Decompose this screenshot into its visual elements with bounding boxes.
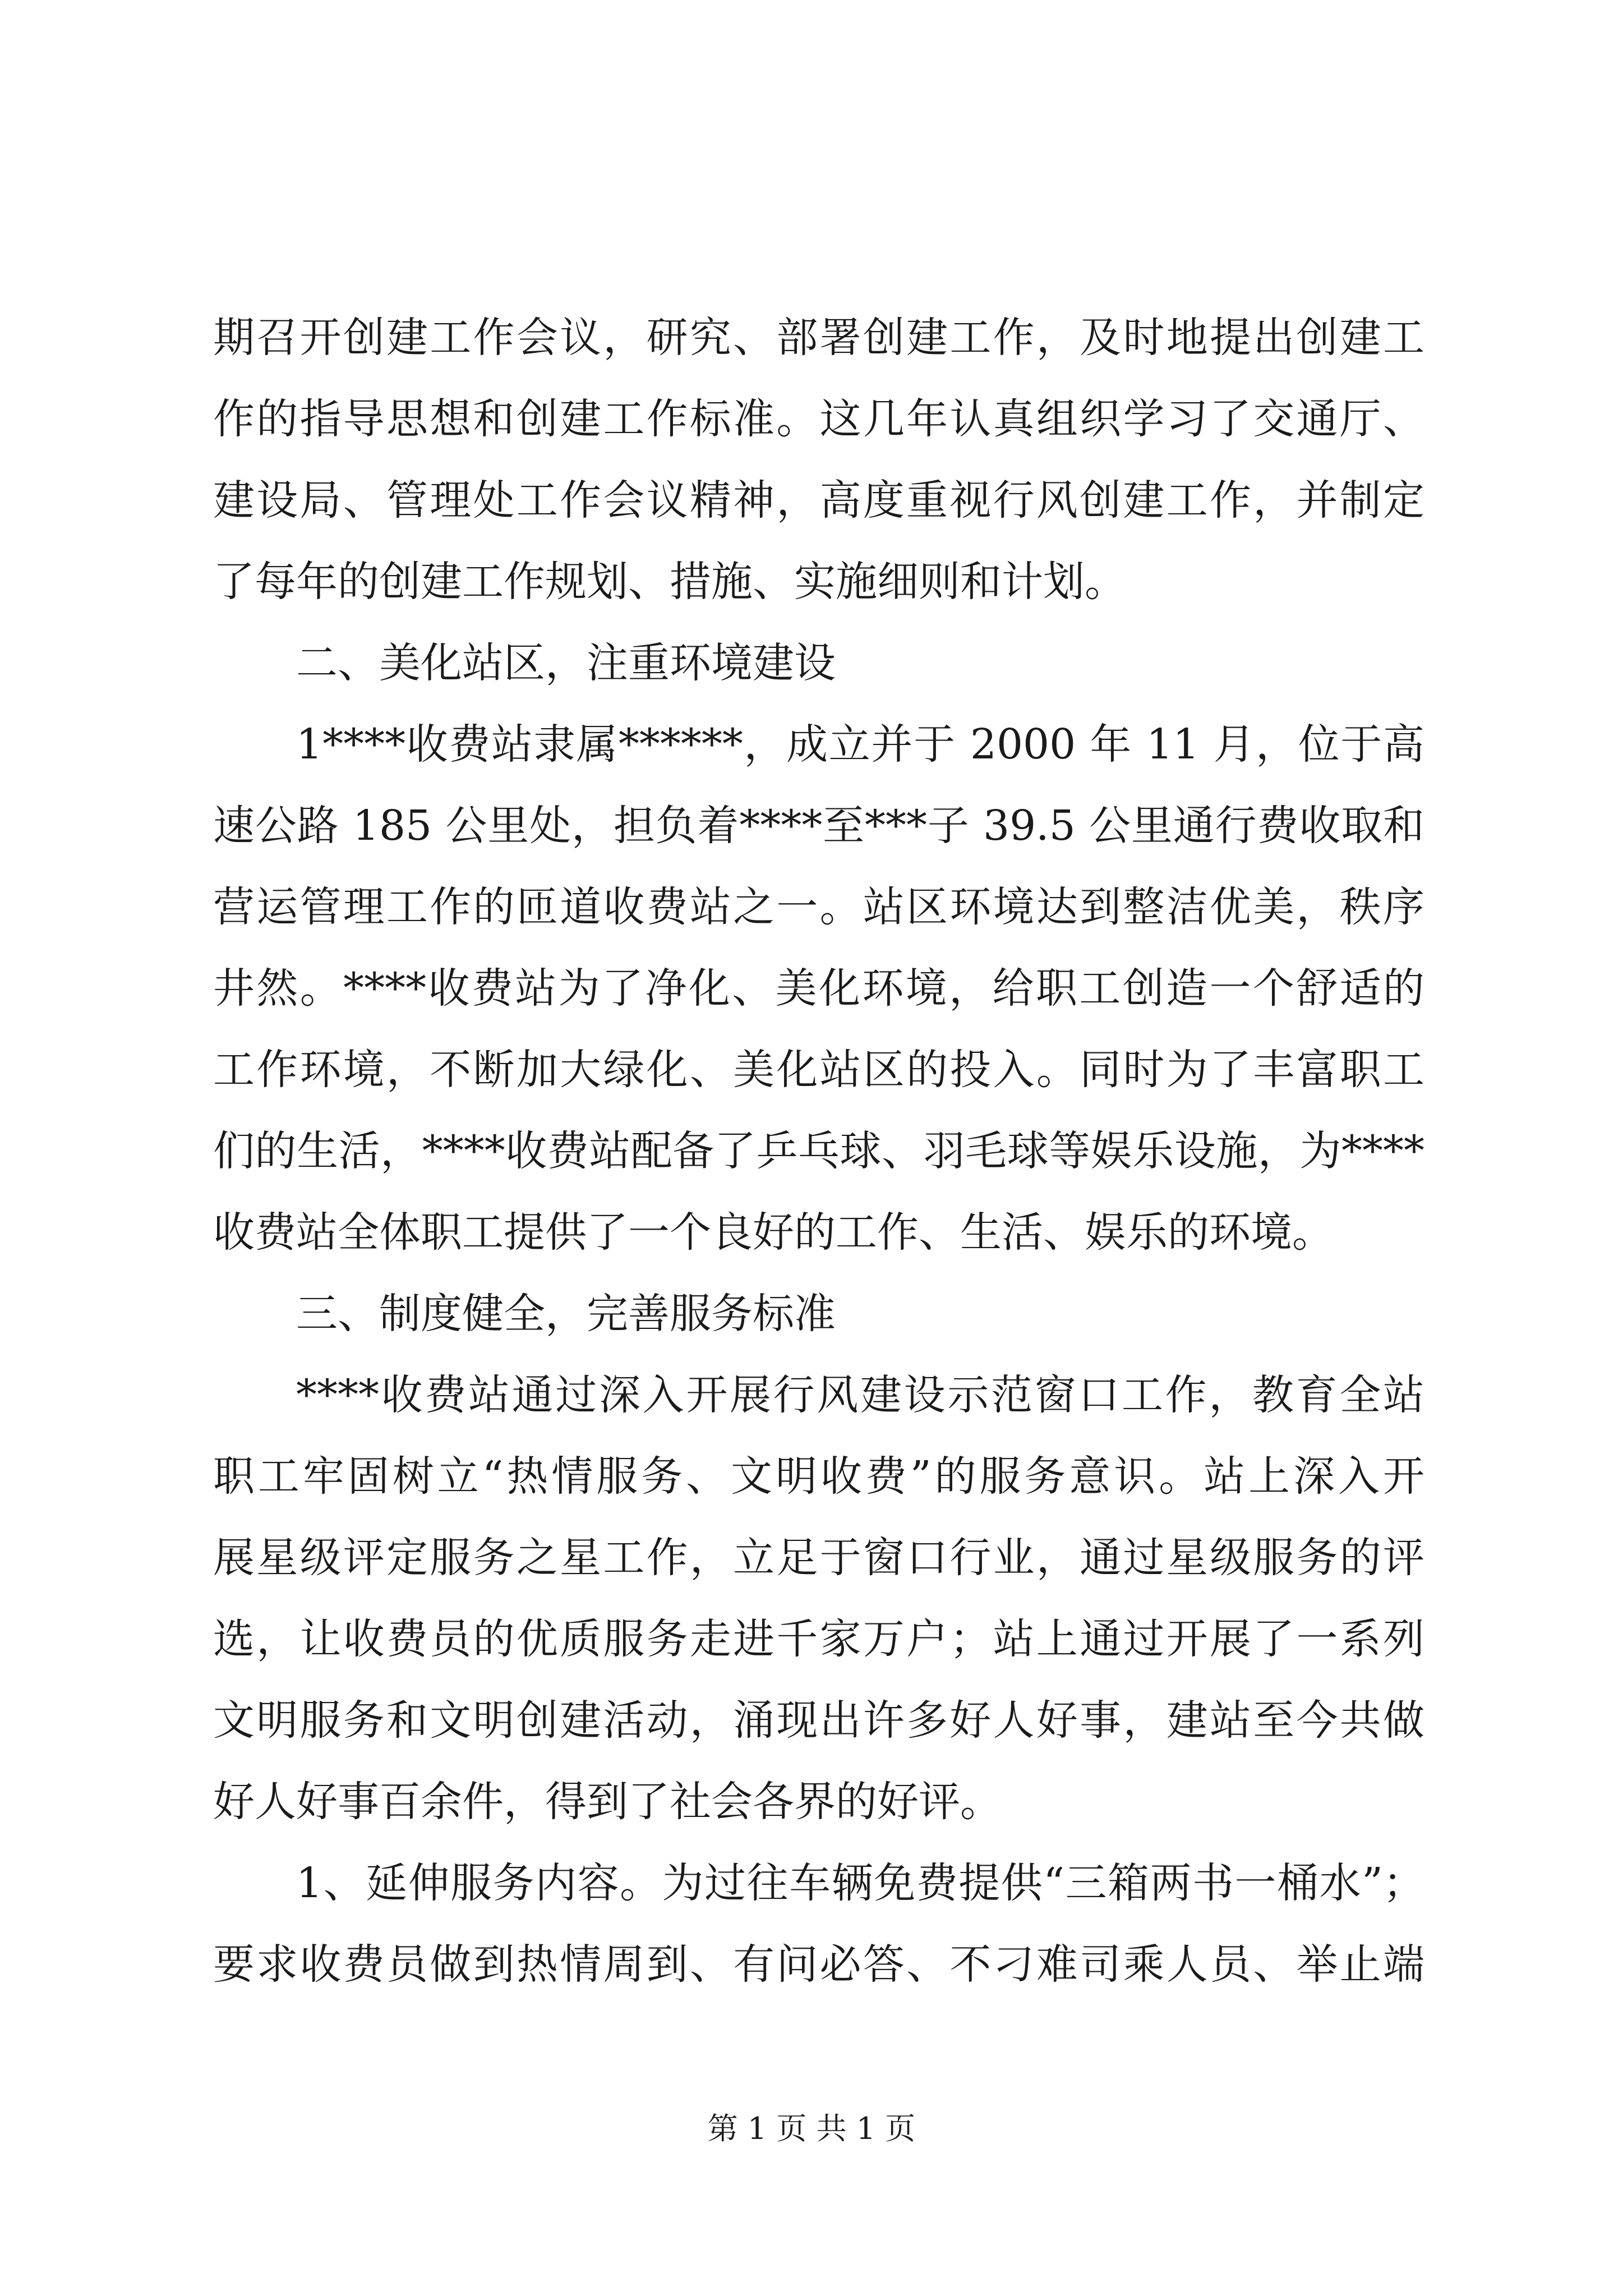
text-line: 井然。****收费站为了净化、美化环境，给职工创造一个舒适的	[213, 964, 1424, 1013]
text-line: 展星级评定服务之星工作，立足于窗口行业，通过星级服务的评	[213, 1534, 1424, 1582]
text-line: 1****收费站隶属******，成立并于 2000 年 11 月，位于高	[296, 720, 1424, 769]
text-line: 选，让收费员的优质服务走进千家万户；站上通过开展了一系列	[213, 1615, 1424, 1663]
text-line: 收费站全体职工提供了一个良好的工作、生活、娱乐的环境。	[213, 1208, 1334, 1257]
text-line: 建设局、管理处工作会议精神，高度重视行风创建工作，并制定	[213, 476, 1424, 524]
text-line: 职工牢固树立“热情服务、文明收费”的服务意识。站上深入开	[213, 1452, 1424, 1501]
text-line: 们的生活，****收费站配备了乒乓球、羽毛球等娱乐设施，为****	[213, 1127, 1424, 1175]
text-line: 了每年的创建工作规划、措施、实施细则和计划。	[213, 558, 1126, 606]
text-line: 二、美化站区，注重环境建设	[296, 639, 836, 687]
text-line: 营运管理工作的匝道收费站之一。站区环境达到整洁优美，秩序	[213, 883, 1424, 931]
text-line: 1、延伸服务内容。为过往车辆免费提供“三箱两书一桶水”；	[296, 1859, 1424, 1907]
text-line: 好人好事百余件，得到了社会各界的好评。	[213, 1778, 1002, 1826]
text-line: 工作环境，不断加大绿化、美化站区的投入。同时为了丰富职工	[213, 1046, 1424, 1094]
text-line: ****收费站通过深入开展行风建设示范窗口工作，教育全站	[296, 1371, 1424, 1419]
text-line: 要求收费员做到热情周到、有问必答、不刁难司乘人员、举止端	[213, 1940, 1424, 1989]
document-body	[213, 297, 1424, 2005]
text-line: 文明服务和文明创建活动，涌现出许多好人好事，建站至今共做	[213, 1696, 1424, 1745]
text-line: 速公路 185 公里处，担负着****至***子 39.5 公里通行费收取和	[213, 802, 1424, 850]
text-line: 三、制度健全，完善服务标准	[296, 1290, 836, 1338]
page-footer: 第 1 页 共 1 页	[707, 2111, 916, 2146]
text-line: 期召开创建工作会议，研究、部署创建工作，及时地提出创建工	[213, 314, 1424, 362]
text-line: 作的指导思想和创建工作标准。这几年认真组织学习了交通厅、	[213, 395, 1424, 443]
